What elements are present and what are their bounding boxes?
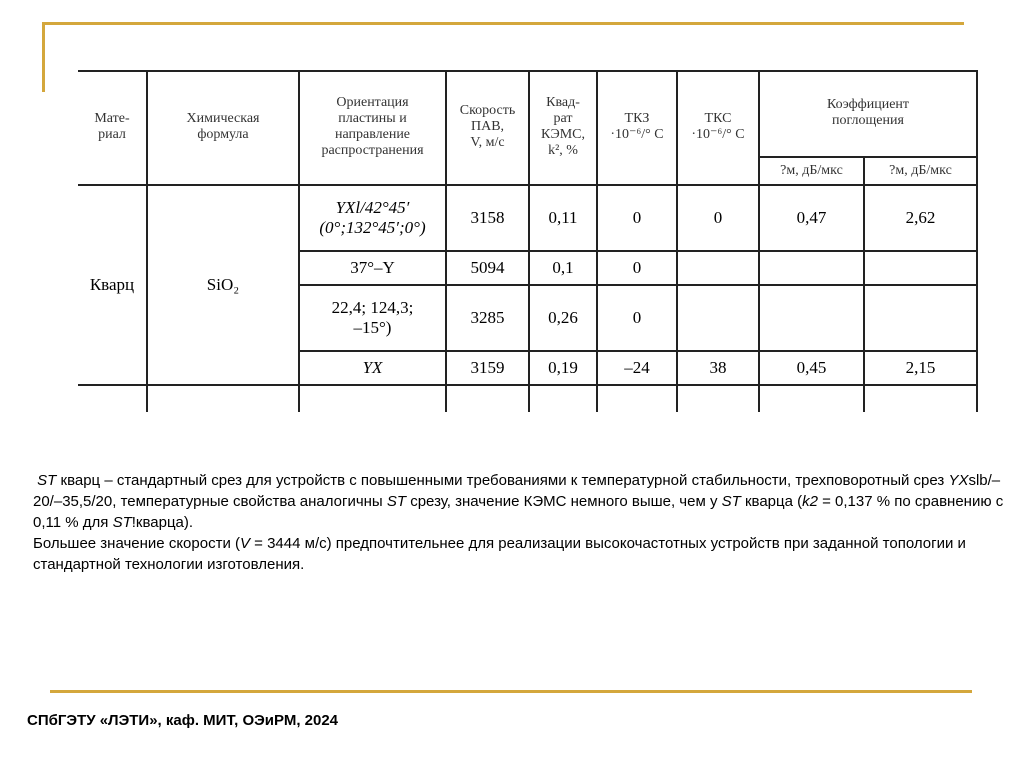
table-row-2-kems: 0,1 bbox=[552, 258, 574, 278]
table-row-4-orientation: YX bbox=[362, 358, 383, 378]
table-row-4-tkz: –24 bbox=[624, 358, 650, 378]
table-row-2-tkz: 0 bbox=[632, 258, 642, 278]
note-text-fragment: !кварца). bbox=[131, 514, 194, 531]
footer-credit: СПбГЭТУ «ЛЭТИ», каф. МИТ, ОЭиРМ, 2024 bbox=[27, 712, 339, 729]
table-row-4-velocity: 3159 bbox=[470, 358, 505, 378]
note-text-fragment: Большее значение скорости ( bbox=[33, 535, 240, 552]
k2-term: k2 bbox=[802, 493, 818, 510]
table-row-1-abs2: 2,62 bbox=[905, 208, 936, 228]
formula-cell: SiO₂ bbox=[206, 275, 240, 295]
material-cell: Кварц bbox=[89, 275, 135, 295]
table-row-3-tkz: 0 bbox=[632, 308, 642, 328]
table-row-4-abs2: 2,15 bbox=[905, 358, 936, 378]
table-row-2-abs1 bbox=[760, 252, 863, 284]
notes-text bbox=[33, 470, 1008, 575]
table-row-3-tks bbox=[678, 286, 758, 350]
table-row-1-velocity: 3158 bbox=[470, 208, 505, 228]
header-absorption: Коэффициент поглощения bbox=[826, 96, 910, 128]
header-tkz: ТКЗ ·10⁻⁶/° C bbox=[610, 110, 664, 142]
top-decor-line bbox=[42, 22, 964, 25]
v-term: V bbox=[239, 535, 250, 552]
st-term: ST bbox=[721, 493, 741, 510]
header-tks: ТКС ·10⁻⁶/° C bbox=[691, 110, 745, 142]
table-row-2-orientation: 37°–Y bbox=[350, 258, 395, 278]
table-row-3-kems: 0,26 bbox=[548, 308, 578, 328]
table-row-1-kems: 0,11 bbox=[548, 208, 578, 228]
col-rule-9 bbox=[976, 70, 978, 412]
table-row-2-abs2 bbox=[865, 252, 976, 284]
note-paragraph-1 bbox=[33, 470, 1008, 533]
table-row-4-abs1: 0,45 bbox=[796, 358, 827, 378]
header-velocity: Скорость ПАВ, V, м/с bbox=[459, 102, 516, 151]
table-row-1-tkz: 0 bbox=[632, 208, 642, 228]
bottom-decor-line bbox=[50, 690, 972, 693]
table-row-3-orientation: 22,4; 124,3; –15°) bbox=[331, 298, 414, 337]
note-text-fragment: кварца ( bbox=[740, 493, 803, 510]
yx-term: YX bbox=[948, 472, 969, 489]
table-row-3-velocity: 3285 bbox=[470, 308, 505, 328]
st-term: ST bbox=[37, 472, 57, 489]
note-text-fragment: = 0,137 % по сравнению с 0,11 % для bbox=[33, 493, 1004, 531]
note-paragraph-2 bbox=[33, 533, 1008, 575]
table-row-1-orientation: YXl/42°45′ (0°;132°45′;0°) bbox=[319, 198, 426, 237]
note-text-fragment: slb/–20/–35,5/20, температурные свойства аналогичны bbox=[33, 472, 1001, 510]
header-orientation: Ориентация пластины и направление распространения bbox=[321, 94, 424, 159]
note-text-fragment: кварц – стандартный срез для устройств с повышенными требованиями к температурной стабильности, трехповоротный срез bbox=[56, 472, 949, 489]
table-row-4-kems: 0,19 bbox=[548, 358, 578, 378]
note-text-fragment: = 3444 м/с) предпочтительнее для реализации высокочастотных устройств при заданной топологии и стандартной технологии изготовления. bbox=[33, 535, 966, 573]
table-row-4-tks: 38 bbox=[709, 358, 727, 378]
header-abs-sub2: ?м, дБ/мкс bbox=[889, 162, 952, 178]
st-term: ST bbox=[386, 493, 407, 510]
table-row-3-abs1 bbox=[760, 286, 863, 350]
header-kems: Квад- рат КЭМС, k², % bbox=[540, 94, 586, 159]
table-row-3-abs2 bbox=[865, 286, 976, 350]
properties-table bbox=[78, 70, 978, 412]
header-formula: Химическая формула bbox=[186, 110, 260, 142]
left-decor-line bbox=[42, 22, 45, 92]
header-material: Мате- риал bbox=[94, 110, 130, 142]
st-term: ST bbox=[112, 514, 132, 531]
table-row-1-abs1: 0,47 bbox=[796, 208, 827, 228]
header-abs-sub1: ?м, дБ/мкс bbox=[780, 162, 843, 178]
note-text-fragment: срезу, значение КЭМС немного выше, чем у bbox=[406, 493, 722, 510]
table-row-2-tks bbox=[678, 252, 758, 284]
table-row-1-tks: 0 bbox=[713, 208, 723, 228]
table-row-2-velocity: 5094 bbox=[470, 258, 505, 278]
